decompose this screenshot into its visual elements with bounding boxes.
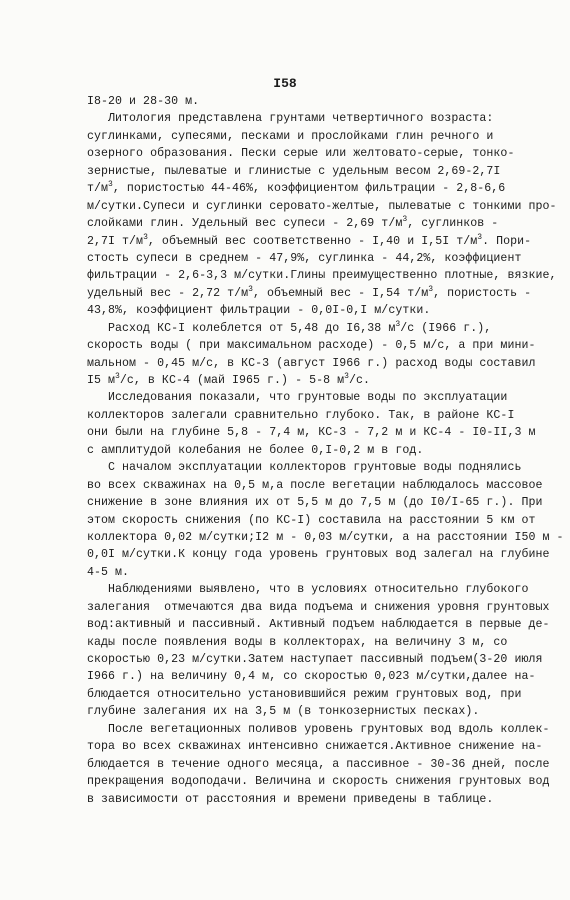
text-line: коллекторов залегали сравнительно глубоко. Так, в районе КС-I [87, 408, 515, 422]
text-line: блюдается в течение одного месяца, а пассивное - 30-36 дней, после [87, 757, 550, 771]
text-line: этом скорость снижения (по КС-I) составила на расстоянии 5 км от [87, 513, 536, 527]
text-line: С началом эксплуатации коллекторов грунтовые воды поднялись [87, 461, 522, 475]
text-line: коллектора 0,02 м/сутки;I2 м - 0,03 м/сутки, а на расстоянии I50 м - [87, 530, 564, 544]
text-line: блюдается относительно установившийся режим грунтовых вод, при [87, 687, 522, 701]
text-line: во всех скважинах на 0,5 м,а после вегетации наблюдалось массовое [87, 478, 543, 492]
body-text [87, 93, 564, 808]
text-line: фильтрации - 2,6-3,3 м/сутки.Глины преимущественно плотные, вязкие, [87, 269, 557, 283]
text-line: скорость воды ( при максимальном расходе) - 0,5 м/с, а при мини- [87, 339, 536, 353]
text-line: снижение в зоне влияния их от 5,5 м до 7,5 м (до I0/I-65 г.). При [87, 496, 543, 510]
text-line: I966 г.) на величину 0,4 м, со скоростью 0,023 м/сутки,далее на- [87, 670, 536, 684]
text-line: 4-5 м. [87, 565, 130, 579]
text-line: Исследования показали, что грунтовые воды по эксплуатации [87, 391, 508, 405]
text-line: глубине залегания их на 3,5 м (в тонкозернистых песках). [87, 705, 480, 719]
text-line: зернистые, пылеватые и глинистые с удельным весом 2,69-2,7I [87, 164, 501, 178]
text-line: кады после появления воды в коллекторах, на величину 3 м, со [87, 635, 508, 649]
text-line: 43,8%, коэффициент фильтрации - 0,0I-0,I м/сутки. [87, 304, 431, 318]
text-line: прекращения водоподачи. Величина и скорость снижения грунтовых вод [87, 775, 550, 789]
text-line: вод:активный и пассивный. Активный подъем наблюдается в первые де- [87, 618, 550, 632]
text-line: скоростью 0,23 м/сутки.Затем наступает пассивный подъем(3-20 июля [87, 653, 543, 666]
page-number: I58 [273, 76, 297, 91]
text-line: После вегетационных поливов уровень грунтовых вод вдоль коллек- [87, 722, 550, 736]
text-line: I8-20 и 28-30 м. [87, 95, 200, 108]
text-line: Наблюдениями выявлено, что в условиях относительно глубокого [87, 583, 529, 597]
text-line: $т/м^3$, пористостью 44-46%, коэффициентом фильтрации - 2,8-6,6 [87, 180, 506, 196]
text-line: тора во всех скважинах интенсивно снижается.Активное снижение на- [87, 740, 543, 754]
text-line: стость супеси в среднем - 47,9%, суглинка - 44,2%, коэффициент [87, 251, 522, 265]
text-line: I5 $м^3/с$, в КС-4 (май I965 г.) - 5-8 $м^3/с$. [87, 372, 371, 387]
text-line: залегания отмечаются два вида подъема и снижения уровня грунтовых [87, 600, 550, 614]
text-line: мальном - 0,45 м/с, в КС-3 (август I966 г.) расход воды составил [87, 356, 536, 370]
text-line: слойками глин. Удельный вес супеси - 2,69 $т/м^3$, суглинков - [87, 215, 499, 231]
text-line: Расход КС-I колеблется от 5,48 до I6,38 $м^3/с$ (I966 г.), [87, 319, 492, 335]
text-line: они были на глубине 5,8 - 7,4 м, КС-3 - 7,2 м и КС-4 - I0-II,3 м [87, 426, 536, 440]
text-line: с амплитудой колебания не более 0,I-0,2 м в год. [87, 443, 424, 457]
text-line: суглинками, супесями, песками и прослойками глин речного и [87, 129, 494, 143]
text-line: Литология представлена грунтами четвертичного возраста: [87, 112, 494, 126]
text-line: удельный вес - 2,72 $т/м^3$, объемный вес - I,54 $т/м^3$, пористость - [87, 284, 532, 300]
text-line: озерного образования. Пески серые или желтовато-серые, тонко- [87, 147, 515, 161]
text-line: в зависимости от расстояния и времени приведены в таблице. [87, 792, 494, 806]
text-line: 2,7I $т/м^3$, объемный вес соответственно - I,40 и I,5I $т/м^3$. Пори- [87, 232, 532, 248]
text-line: м/сутки.Супеси и суглинки серовато-желтые, пылеватые с тонкими про- [87, 199, 557, 213]
text-line: 0,0I м/сутки.К концу года уровень грунтовых вод залегал на глубине [87, 548, 550, 562]
